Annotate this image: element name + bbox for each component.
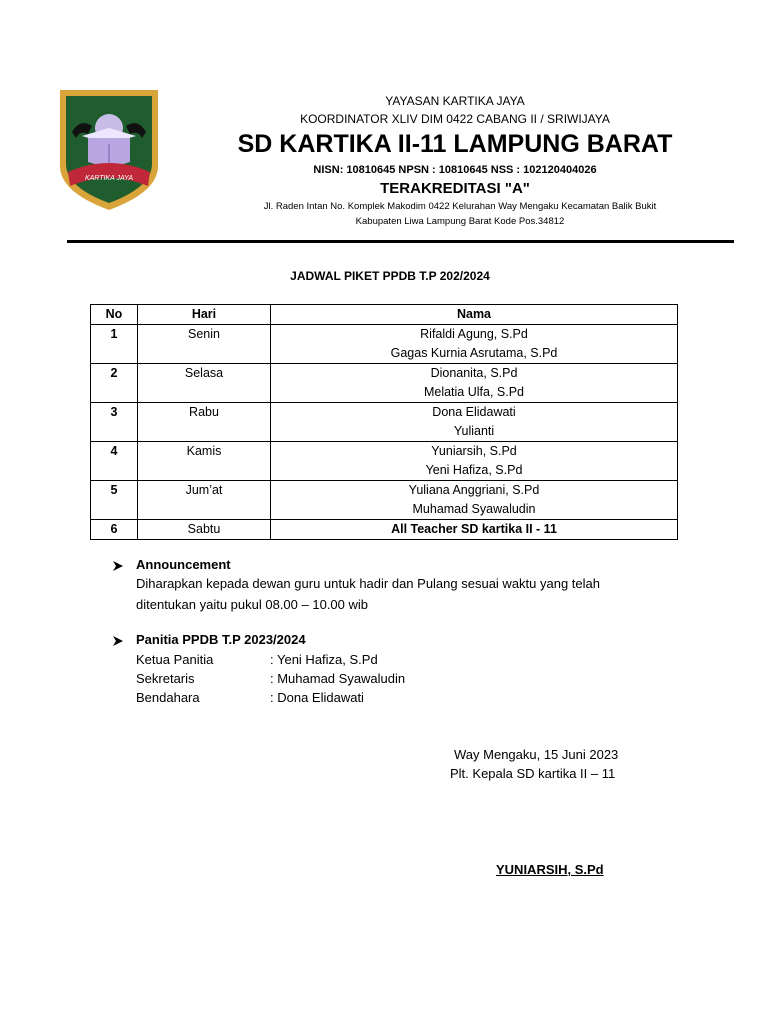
row-number: 1 bbox=[91, 325, 138, 364]
row-day: Kamis bbox=[138, 442, 271, 481]
table-row bbox=[91, 442, 678, 481]
officer-name: Dionanita, S.Pd bbox=[430, 366, 518, 380]
row-number: 3 bbox=[91, 403, 138, 442]
row-names bbox=[271, 364, 678, 403]
row-names bbox=[271, 520, 678, 540]
row-number: 5 bbox=[91, 481, 138, 520]
table-row bbox=[91, 481, 678, 520]
officer-name: Dona Elidawati bbox=[432, 405, 516, 419]
header-divider bbox=[67, 240, 734, 243]
announcement-text-line-2: ditentukan yaitu pukul 08.00 – 10.00 wib bbox=[136, 597, 369, 612]
row-number: 2 bbox=[91, 364, 138, 403]
table-row bbox=[91, 364, 678, 403]
row-number: 4 bbox=[91, 442, 138, 481]
committee-title: Panitia PPDB T.P 2023/2024 bbox=[136, 632, 306, 647]
arrow-bullet-icon bbox=[112, 634, 124, 652]
committee-member: : Yeni Hafiza, S.Pd bbox=[270, 652, 378, 667]
table-row bbox=[91, 520, 678, 540]
officer-name: Yuliana Anggriani, S.Pd bbox=[408, 483, 540, 497]
officer-name: Yulianti bbox=[453, 424, 495, 438]
accreditation: TERAKREDITASI "A" bbox=[380, 180, 530, 197]
svg-text:KARTIKA JAYA: KARTIKA JAYA bbox=[84, 175, 134, 182]
row-names bbox=[271, 403, 678, 442]
announcement-title: Announcement bbox=[136, 557, 231, 572]
officer-name: Gagas Kurnia Asrutama, S.Pd bbox=[390, 346, 558, 360]
school-logo bbox=[58, 88, 160, 212]
signer-position: Plt. Kepala SD kartika II – 11 bbox=[450, 766, 616, 781]
row-day: Sabtu bbox=[138, 520, 271, 540]
announcement-text-line-1: Diharapkan kepada dewan guru untuk hadir dan Pulang sesuai waktu yang telah bbox=[136, 576, 600, 591]
officer-name: Yuniarsih, S.Pd bbox=[431, 444, 517, 458]
officer-name: Yeni Hafiza, S.Pd bbox=[425, 463, 523, 477]
committee-role: Bendahara bbox=[136, 690, 200, 705]
table-header-row bbox=[91, 305, 678, 325]
officer-name: Rifaldi Agung, S.Pd bbox=[420, 327, 528, 341]
column-header-no: No bbox=[91, 305, 138, 325]
coordinator-line: KOORDINATOR XLIV DIM 0422 CABANG II / SRIWIJAYA bbox=[300, 112, 610, 126]
officer-name: Muhamad Syawaludin bbox=[412, 502, 536, 516]
committee-member: : Dona Elidawati bbox=[270, 690, 364, 705]
signer-name: YUNIARSIH, S.Pd bbox=[496, 862, 604, 877]
address-line-2: Kabupaten Liwa Lampung Barat Kode Pos.34812 bbox=[355, 216, 565, 227]
column-header-name: Nama bbox=[271, 305, 678, 325]
address-line-1: Jl. Raden Intan No. Komplek Makodim 0422 Kelurahan Way Mengaku Kecamatan Balik Bukit bbox=[263, 201, 657, 212]
row-names bbox=[271, 481, 678, 520]
row-names bbox=[271, 442, 678, 481]
table-row bbox=[91, 325, 678, 364]
school-name: SD KARTIKA II-11 LAMPUNG BARAT bbox=[237, 130, 673, 158]
foundation-name: YAYASAN KARTIKA JAYA bbox=[385, 94, 525, 108]
row-day: Rabu bbox=[138, 403, 271, 442]
row-names bbox=[271, 325, 678, 364]
school-ids: NISN: 10810645 NPSN : 10810645 NSS : 102120404026 bbox=[313, 164, 597, 176]
committee-role: Ketua Panitia bbox=[136, 652, 214, 667]
committee-role: Sekretaris bbox=[136, 671, 195, 686]
row-day: Jum’at bbox=[138, 481, 271, 520]
document-title: JADWAL PIKET PPDB T.P 202/2024 bbox=[290, 269, 490, 283]
place-date: Way Mengaku, 15 Juni 2023 bbox=[454, 747, 619, 762]
officer-name: Melatia Ulfa, S.Pd bbox=[423, 385, 525, 399]
arrow-bullet-icon bbox=[112, 559, 124, 577]
row-number: 6 bbox=[91, 520, 138, 540]
schedule-table bbox=[90, 304, 678, 540]
column-header-day: Hari bbox=[138, 305, 271, 325]
row-day: Selasa bbox=[138, 364, 271, 403]
officer-name: All Teacher SD kartika II - 11 bbox=[391, 522, 557, 536]
table-row bbox=[91, 403, 678, 442]
committee-member: : Muhamad Syawaludin bbox=[270, 671, 406, 686]
row-day: Senin bbox=[138, 325, 271, 364]
